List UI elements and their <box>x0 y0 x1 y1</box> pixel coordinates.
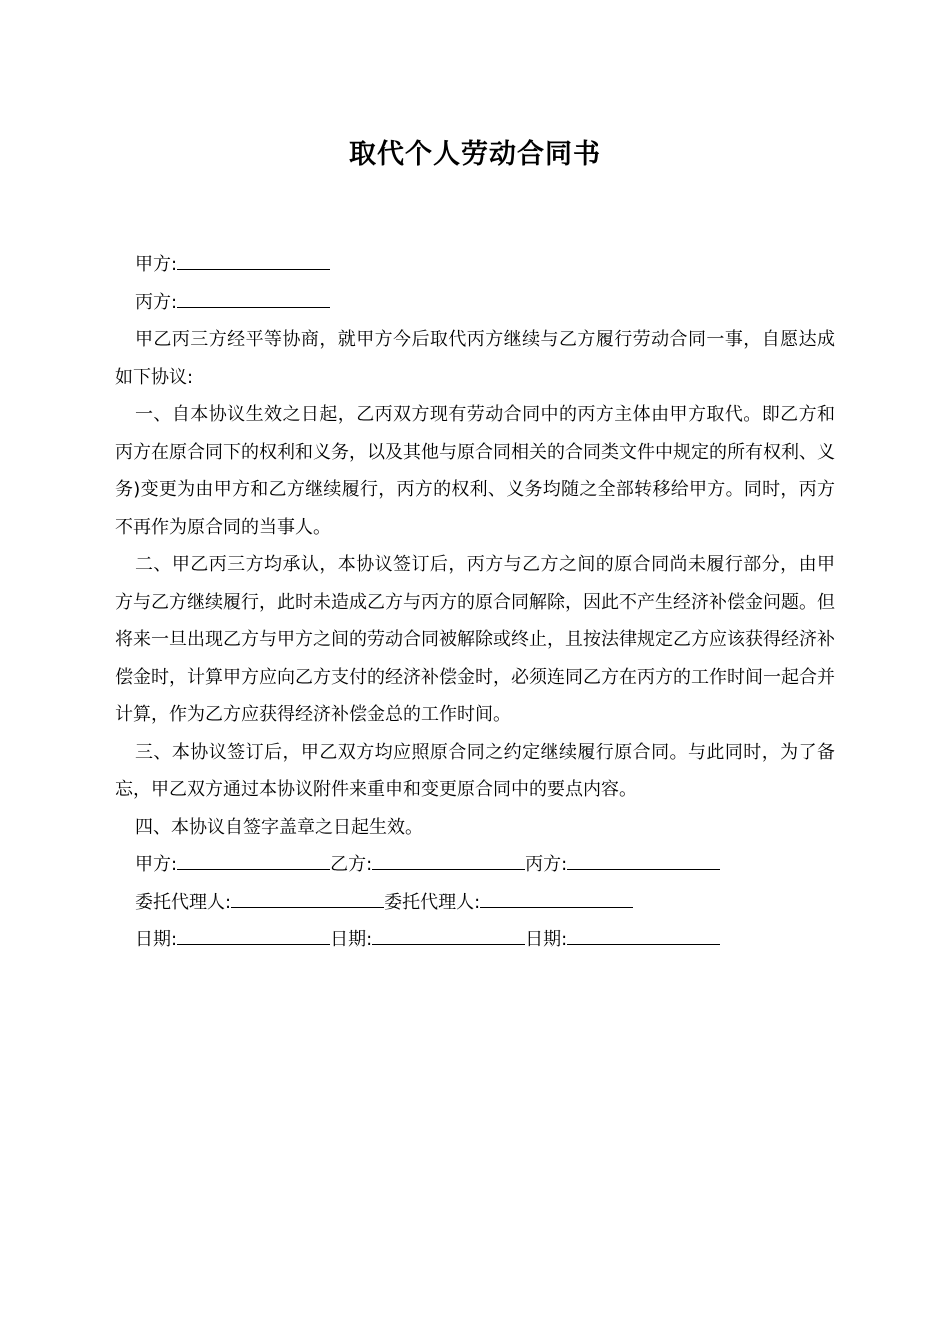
clause-2: 二、甲乙丙三方均承认，本协议签订后，丙方与乙方之间的原合同尚未履行部分，由甲方与乙方继续履行，此时未造成乙方与丙方的原合同解除，因此不产生经济补偿金问题。但将来一旦出现乙方与甲方之间的劳动合同被解除或终止，且按法律规定乙方应该获得经济补偿金时，计算甲方应向乙方支付的经济补偿金时，必须连同乙方在丙方的工作时间一起合并计算，作为乙方应获得经济补偿金总的工作时间。 <box>115 554 835 725</box>
sign-date-2 <box>330 921 525 959</box>
sign-party-a-label: 甲方: <box>135 854 178 875</box>
sign-date-2-blank <box>372 928 525 945</box>
clause-1: 一、自本协议生效之日起，乙丙双方现有劳动合同中的丙方主体由甲方取代。即乙方和丙方在原合同下的权利和义务，以及其他与原合同相关的合同类文件中规定的所有权利、义务)变更为由甲方和乙方继续履行，丙方的权利、义务均随之全部转移给甲方。同时，丙方不再作为原合同的当事人。 <box>115 404 835 538</box>
document-body <box>115 246 835 959</box>
sign-party-c-blank <box>567 853 720 870</box>
signature-dates-line <box>115 921 835 959</box>
sign-date-1 <box>135 921 330 959</box>
sign-agent-2 <box>384 884 633 922</box>
sign-party-b-blank <box>372 853 525 870</box>
sign-agent-1-blank <box>231 891 384 908</box>
signature-parties-line <box>115 846 835 884</box>
sign-party-b-label: 乙方: <box>330 854 373 875</box>
signature-agents-line <box>115 884 835 922</box>
sign-party-b <box>330 846 525 884</box>
document-title: 取代个人劳动合同书 <box>349 139 601 170</box>
sign-party-c-label: 丙方: <box>525 854 568 875</box>
party-c-blank <box>177 291 330 308</box>
sign-date-1-label: 日期: <box>135 929 178 950</box>
clause-3: 三、本协议签订后，甲乙双方均应照原合同之约定继续履行原合同。与此同时，为了备忘，甲乙双方通过本协议附件来重申和变更原合同中的要点内容。 <box>115 741 835 800</box>
party-c-label: 丙方: <box>135 291 178 313</box>
sign-party-a-blank <box>177 853 330 870</box>
sign-agent-1-label: 委托代理人: <box>135 891 232 913</box>
sign-date-3-label: 日期: <box>525 929 568 950</box>
party-a-label: 甲方: <box>135 254 178 275</box>
sign-agent-2-label: 委托代理人: <box>384 891 481 913</box>
sign-date-1-blank <box>177 928 330 945</box>
sign-date-3 <box>525 921 720 959</box>
party-a-blank <box>177 253 330 270</box>
sign-agent-2-blank <box>480 891 633 908</box>
sign-agent-1 <box>135 884 384 922</box>
party-c-line <box>115 284 835 322</box>
sign-date-3-blank <box>567 928 720 945</box>
sign-party-a <box>135 846 330 884</box>
intro-paragraph: 甲乙丙三方经平等协商，就甲方今后取代丙方继续与乙方履行劳动合同一事，自愿达成如下协议: <box>115 329 835 388</box>
party-a-line <box>115 246 835 284</box>
clause-4: 四、本协议自签字盖章之日起生效。 <box>135 816 423 838</box>
sign-date-2-label: 日期: <box>330 929 373 950</box>
sign-party-c <box>525 846 720 884</box>
